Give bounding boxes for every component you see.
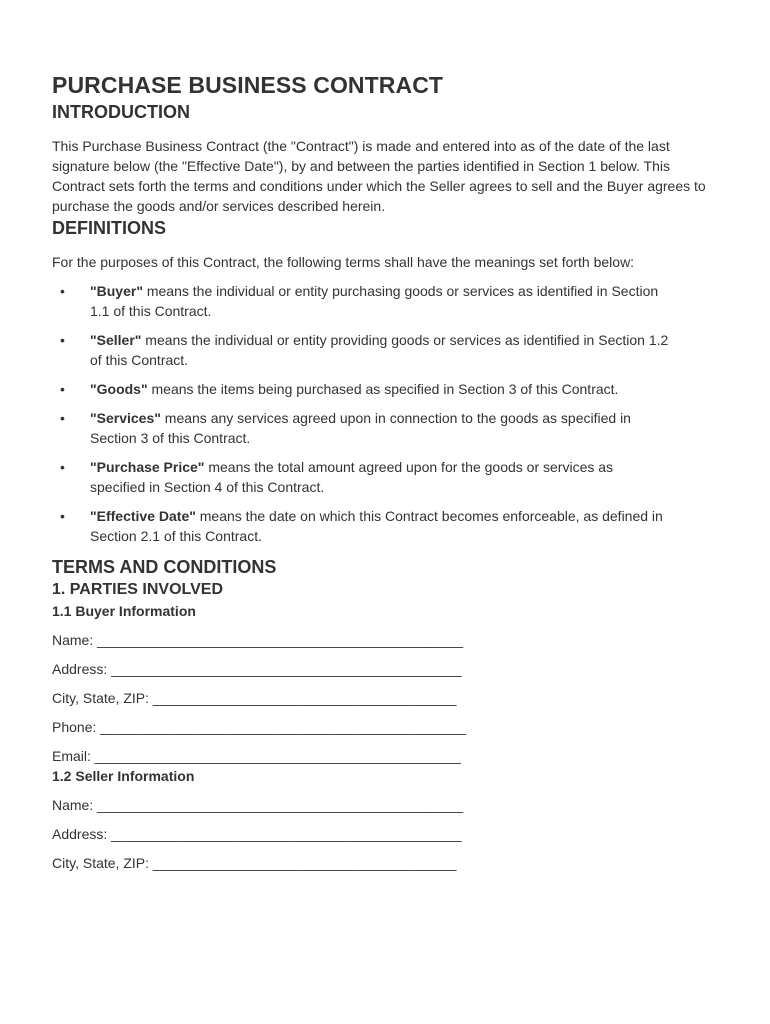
definition-item xyxy=(52,330,670,370)
definition-text: means any services agreed upon in connection to the goods as specified in Section 3 of this Contract. xyxy=(90,410,631,446)
definition-item xyxy=(52,457,670,497)
definition-term: "Goods" xyxy=(90,381,148,397)
definition-term: "Effective Date" xyxy=(90,508,196,524)
bullet-icon: • xyxy=(60,381,65,397)
definitions-lead: For the purposes of this Contract, the following terms shall have the meanings set forth below: xyxy=(52,254,635,270)
buyer-name-field[interactable]: Name: _______________________________________________ xyxy=(52,632,464,648)
definition-text: means the date on which this Contract becomes enforceable, as defined in Section 2.1 of this Contract. xyxy=(90,508,663,544)
definition-text: means the individual or entity purchasing goods or services as identified in Section 1.1 of this Contract. xyxy=(90,283,659,319)
definition-item xyxy=(52,379,670,399)
bullet-icon: • xyxy=(60,410,65,426)
buyer-phone-field[interactable]: Phone: _______________________________________________ xyxy=(52,719,467,735)
definition-term: "Purchase Price" xyxy=(90,459,205,475)
bullet-icon: • xyxy=(60,283,65,299)
terms-heading: TERMS AND CONDITIONS xyxy=(52,557,277,577)
buyer-address-field[interactable]: Address: _____________________________________________ xyxy=(52,661,462,677)
definitions-list xyxy=(52,281,720,546)
bullet-icon: • xyxy=(60,508,65,524)
seller-city-state-zip-field[interactable]: City, State, ZIP: _______________________________________ xyxy=(52,855,457,871)
seller-name-field[interactable]: Name: _______________________________________________ xyxy=(52,797,464,813)
introduction-body: This Purchase Business Contract (the "Contract") is made and entered into as of the date of the last signature below (the "Effective Date"), by and between the parties identified in Section 1 below. This Contract sets forth the terms and conditions under which the Seller agrees to sell and the Buyer agrees to purchase the goods and/or services described herein. xyxy=(52,138,706,214)
bullet-icon: • xyxy=(60,332,65,348)
definition-text: means the total amount agreed upon for the goods or services as specified in Section 4 of this Contract. xyxy=(90,459,614,495)
document-title: PURCHASE BUSINESS CONTRACT xyxy=(52,72,444,98)
definition-item xyxy=(52,281,670,321)
buyer-info-heading: 1.1 Buyer Information xyxy=(52,603,196,619)
definition-item xyxy=(52,506,670,546)
definition-item xyxy=(52,408,670,448)
definition-term: "Buyer" xyxy=(90,283,143,299)
introduction-heading: INTRODUCTION xyxy=(52,102,190,122)
definition-term: "Services" xyxy=(90,410,161,426)
buyer-city-state-zip-field[interactable]: City, State, ZIP: _______________________________________ xyxy=(52,690,457,706)
seller-info-heading: 1.2 Seller Information xyxy=(52,768,195,784)
definition-text: means the individual or entity providing goods or services as identified in Section 1.2 of this Contract. xyxy=(90,332,669,368)
definition-text: means the items being purchased as specified in Section 3 of this Contract. xyxy=(147,381,619,397)
definition-term: "Seller" xyxy=(90,332,142,348)
seller-address-field[interactable]: Address: _____________________________________________ xyxy=(52,826,462,842)
buyer-email-field[interactable]: Email: _______________________________________________ xyxy=(52,748,461,764)
definitions-heading: DEFINITIONS xyxy=(52,218,167,238)
bullet-icon: • xyxy=(60,459,65,475)
parties-heading: 1. PARTIES INVOLVED xyxy=(52,581,223,598)
